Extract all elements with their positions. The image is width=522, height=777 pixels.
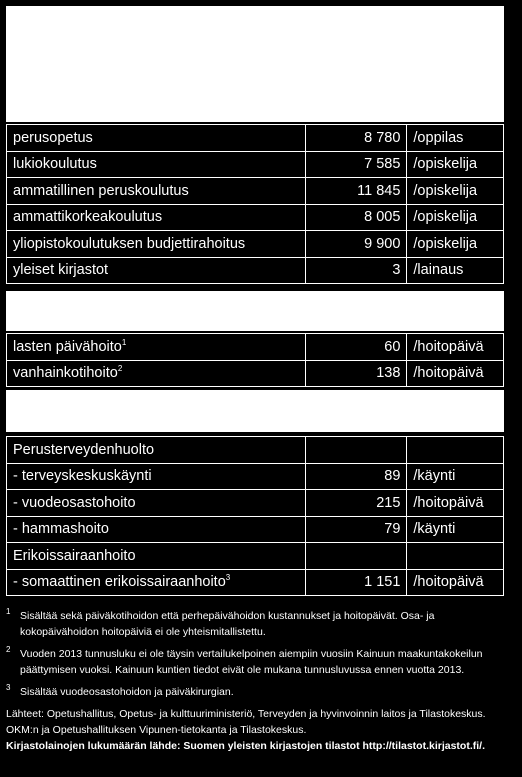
row-value: 215: [305, 490, 407, 517]
footnote-text: Sisältää sekä päiväkotihoidon että perhepäivähoidon kustannukset ja hoitopäivät. Osa- ja kokopäivähoidon hoitopäiviä ei ole yhteismitallistettu.: [20, 610, 435, 638]
row-unit: /opiskelija: [407, 178, 504, 205]
footnote-text: Sisältää vuodeosastohoidon ja päiväkirurgian.: [20, 686, 234, 698]
row-unit: [407, 437, 504, 464]
row-value: 11 845: [305, 178, 407, 205]
row-unit: /hoitopäivä: [407, 334, 504, 361]
table-row: [7, 151, 504, 178]
row-label-text: - hammashoito: [13, 521, 109, 538]
cost-table-frame: [6, 6, 504, 600]
row-label-text: Erikoissairaanhoito: [13, 547, 136, 564]
row-value: 79: [305, 516, 407, 543]
table-row: [7, 569, 504, 596]
table-row: [7, 543, 504, 570]
row-label: [7, 463, 306, 490]
sources-line: OKM:n ja Opetushallituksen Vipunen-tietokanta ja Tilastokeskus.: [6, 724, 307, 736]
table-row: [7, 490, 504, 517]
table-row: [7, 231, 504, 258]
row-unit: /lainaus: [407, 257, 504, 284]
row-unit: /hoitopäivä: [407, 490, 504, 517]
row-label-text: - vuodeosastohoito: [13, 494, 136, 511]
row-label: [7, 490, 306, 517]
row-label-text: - terveyskeskuskäynti: [13, 468, 152, 485]
row-value: 7 585: [305, 151, 407, 178]
row-label: [7, 204, 306, 231]
row-value: 138: [305, 360, 407, 387]
row-unit: /käynti: [407, 463, 504, 490]
table-row: [7, 204, 504, 231]
row-unit: /opiskelija: [407, 231, 504, 258]
row-unit: /opiskelija: [407, 151, 504, 178]
row-label: [7, 151, 306, 178]
row-value: [305, 437, 407, 464]
row-value: 8 780: [305, 125, 407, 152]
header-block: [6, 6, 504, 122]
row-label: [7, 569, 306, 596]
row-label: [7, 334, 306, 361]
row-value: 1 151: [305, 569, 407, 596]
row-label-text: ammattikorkeakoulutus: [13, 209, 163, 226]
social-services-table: [6, 333, 504, 387]
footnote-number: 3: [6, 683, 11, 692]
row-value: 60: [305, 334, 407, 361]
row-label: [7, 437, 306, 464]
footnote: [6, 684, 516, 700]
footnote-number: 2: [6, 645, 11, 654]
sources: [6, 706, 516, 754]
row-label-text: vanhainkotihoito: [13, 365, 118, 382]
row-unit: /oppilas: [407, 125, 504, 152]
footnote-ref: 2: [117, 364, 123, 374]
table-row: [7, 516, 504, 543]
table-row: [7, 360, 504, 387]
footnote-ref: 1: [121, 337, 127, 347]
row-label: [7, 178, 306, 205]
row-label: [7, 231, 306, 258]
row-label-text: ammatillinen peruskoulutus: [13, 182, 189, 199]
footnote: [6, 646, 516, 678]
row-value: 8 005: [305, 204, 407, 231]
row-value: 89: [305, 463, 407, 490]
table-row: [7, 334, 504, 361]
row-label-text: lukiokoulutus: [13, 156, 97, 173]
row-unit: [407, 543, 504, 570]
row-label-text: yleiset kirjastot: [13, 262, 109, 279]
row-label-text: lasten päivähoito: [13, 338, 122, 355]
row-label: [7, 360, 306, 387]
row-label-text: yliopistokoulutuksen budjettirahoitus: [13, 235, 246, 252]
row-label: [7, 543, 306, 570]
row-label: [7, 516, 306, 543]
footnotes: [6, 608, 516, 754]
health-care-table: [6, 436, 504, 596]
row-label-text: - somaattinen erikoissairaanhoito: [13, 574, 226, 591]
footnote: [6, 608, 516, 640]
education-culture-table: [6, 124, 504, 284]
table-row: [7, 125, 504, 152]
row-label: [7, 125, 306, 152]
table-row: [7, 178, 504, 205]
row-value: [305, 543, 407, 570]
row-unit: /käynti: [407, 516, 504, 543]
section-header-block: [6, 390, 504, 432]
row-unit: /hoitopäivä: [407, 569, 504, 596]
library-source-line: Kirjastolainojen lukumäärän lähde: Suomen yleisten kirjastojen tilastot http://tilastot.kirjastot.fi/.: [6, 740, 486, 752]
row-unit: /hoitopäivä: [407, 360, 504, 387]
table-row: [7, 463, 504, 490]
row-unit: /opiskelija: [407, 204, 504, 231]
footnote-ref: 3: [225, 573, 231, 583]
footnote-text: Vuoden 2013 tunnusluku ei ole täysin vertailukelpoinen aiempiin vuosiin Kainuun maakuntakokeilun päättymisen vuoksi. Kainuun kuntien tiedot eivät ole mukana tunnusluvussa ennen vuotta 2013.: [20, 648, 483, 676]
sources-line: Lähteet: Opetushallitus, Opetus- ja kulttuuriministeriö, Terveyden ja hyvinvoinnin laitos ja Tilastokeskus.: [6, 708, 486, 720]
row-value: 9 900: [305, 231, 407, 258]
row-label-text: Perusterveydenhuolto: [13, 441, 155, 458]
row-value: 3: [305, 257, 407, 284]
row-label: [7, 257, 306, 284]
table-row: [7, 437, 504, 464]
footnote-number: 1: [6, 607, 11, 616]
section-header-block: [6, 291, 504, 331]
table-row: [7, 257, 504, 284]
row-label-text: perusopetus: [13, 129, 93, 146]
